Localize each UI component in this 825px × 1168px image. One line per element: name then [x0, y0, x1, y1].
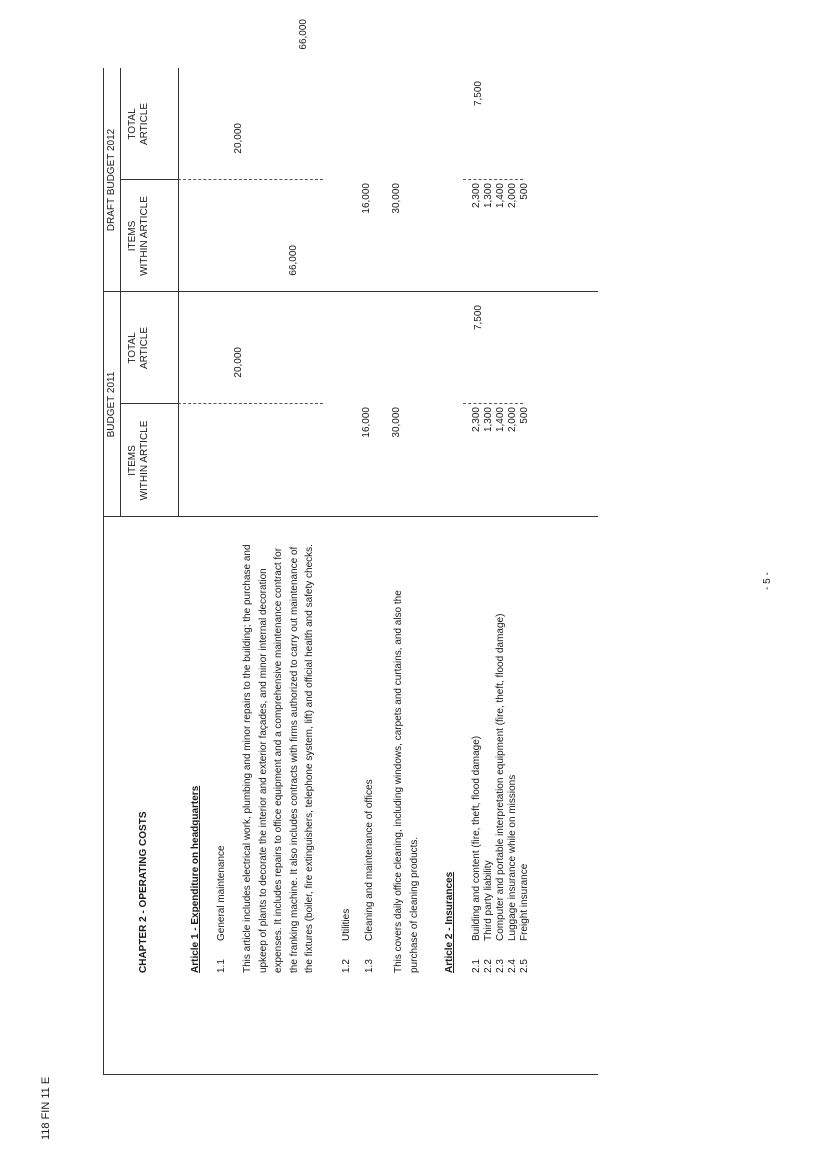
description-line: the franking machine. It also includes contracts with firms authorized to carry out maintenance of	[288, 546, 300, 973]
description-line: This covers daily office cleaning, including windows, carpets and curtains, and also the	[393, 590, 404, 973]
items-header-2011-line2: WITHIN ARTICLE	[139, 420, 150, 501]
article-2-title: Article 2 - Insurances	[444, 871, 455, 973]
item-1-1-number: 1.1	[216, 959, 227, 973]
article-1-description	[240, 544, 318, 973]
items-header-2012-line1: ITEMS	[127, 220, 138, 252]
table-left-border	[103, 1074, 598, 1075]
item-1-3-label: Cleaning and maintenance of offices	[364, 779, 375, 941]
item-label: Computer and portable interpretation equipment (fire, theft, flood damage)	[495, 613, 506, 941]
item-label: Freight insurance	[519, 863, 530, 941]
description-line: This article includes electrical work, plumbing and minor repairs to the building; the purchase and	[242, 544, 253, 973]
chapter-title: CHAPTER 2 - OPERATING COSTS	[138, 811, 149, 973]
item-1-2-number: 1.2	[341, 959, 352, 973]
article-2-values-2012	[471, 183, 531, 243]
article-2-total-2011: 7,500	[473, 305, 484, 331]
value-cell: 1,400	[495, 183, 506, 209]
budget-table	[103, 19, 598, 1075]
item-1-3-value-2012: 30,000	[391, 183, 402, 214]
article-1-title: Article 1 - Expenditure on headquarters	[190, 785, 201, 973]
dashed-separator-2011-art2	[463, 403, 523, 404]
list-item	[483, 614, 495, 973]
items-header-2011	[127, 404, 151, 517]
description-line: upkeep of plants to decorate the interior and exterior façades, and minor internal decoration	[257, 568, 269, 973]
value-cell: 2,300	[471, 407, 482, 433]
item-1-3-value-2011: 30,000	[391, 407, 402, 438]
description-line: the fixtures (boiler, fire extinguishers, telephone system, lift) and official health and safety checks.	[304, 544, 315, 973]
item-number: 2.4	[507, 959, 518, 973]
value-cell: 2,000	[507, 183, 518, 209]
list-item	[519, 614, 531, 973]
group-divider	[103, 291, 598, 292]
total-header-2012-line2: ARTICLE	[139, 102, 150, 146]
total-header-2012	[127, 68, 151, 180]
total-header-2011-line1: TOTAL	[127, 332, 138, 364]
item-1-1-label: General maintenance	[216, 845, 227, 941]
items-header-2012-line2: WITHIN ARTICLE	[139, 196, 150, 276]
item-1-1-value-2012: 20,000	[233, 123, 244, 154]
page-number: - 5 -	[762, 572, 773, 590]
group-header-line-2011	[120, 292, 121, 517]
item-label: Third party liability	[483, 860, 494, 941]
value-cell: 2,000	[507, 407, 518, 433]
items-header-2011-line1: ITEMS	[127, 445, 138, 476]
cleaning-description	[391, 590, 422, 973]
list-item	[507, 614, 519, 973]
article-1-total-2011: 66,000	[288, 245, 299, 276]
item-number: 2.5	[519, 959, 530, 973]
item-1-1-value-2011: 20,000	[233, 347, 244, 378]
item-1-3-number: 1.3	[364, 959, 375, 973]
value-cell: 500	[519, 183, 530, 200]
dashed-separator-2012-art2	[463, 179, 523, 180]
value-cell: 1,300	[483, 407, 494, 433]
group-header-line-2012	[120, 68, 121, 292]
table-top-border	[103, 68, 104, 1075]
item-number: 2.3	[495, 959, 506, 973]
description-line: expenses. It includes repairs to office equipment and a comprehensive maintenance contract for	[273, 547, 284, 973]
total-header-2011-line2: ARTICLE	[139, 326, 150, 370]
budget-2011-header: BUDGET 2011	[106, 371, 117, 438]
value-cell: 1,400	[495, 407, 506, 433]
dashed-separator-2011	[178, 403, 323, 404]
item-1-2-label: Utilities	[341, 908, 352, 941]
list-item	[471, 614, 483, 973]
item-number: 2.1	[471, 959, 482, 973]
draft-budget-2012-header: DRAFT BUDGET 2012	[106, 128, 117, 232]
article-2-values-2011	[471, 407, 531, 467]
list-item	[495, 614, 507, 973]
total-header-2011	[127, 292, 151, 404]
value-cell: 500	[519, 407, 530, 424]
item-label: Luggage insurance while on missions	[507, 774, 518, 941]
total-header-2012-line1: TOTAL	[127, 108, 138, 140]
item-1-2-value-2011: 16,000	[361, 407, 372, 438]
value-cell: 2,300	[471, 183, 482, 209]
article-2-total-2012: 7,500	[473, 81, 484, 107]
dashed-separator-2012	[178, 179, 323, 180]
description-line: purchase of cleaning products.	[408, 836, 420, 973]
header-bottom-border	[178, 68, 179, 517]
value-cell: 1,300	[483, 183, 494, 209]
items-header-2012	[127, 180, 151, 292]
document-reference: 118 FIN 11 E	[40, 1076, 52, 1140]
item-number: 2.2	[483, 959, 494, 973]
item-label: Building and content (fire, theft, flood damage)	[471, 735, 482, 941]
article-2-items	[471, 614, 531, 973]
item-1-2-value-2012: 16,000	[361, 183, 372, 214]
article-1-total-2012: 66,000	[298, 19, 309, 50]
